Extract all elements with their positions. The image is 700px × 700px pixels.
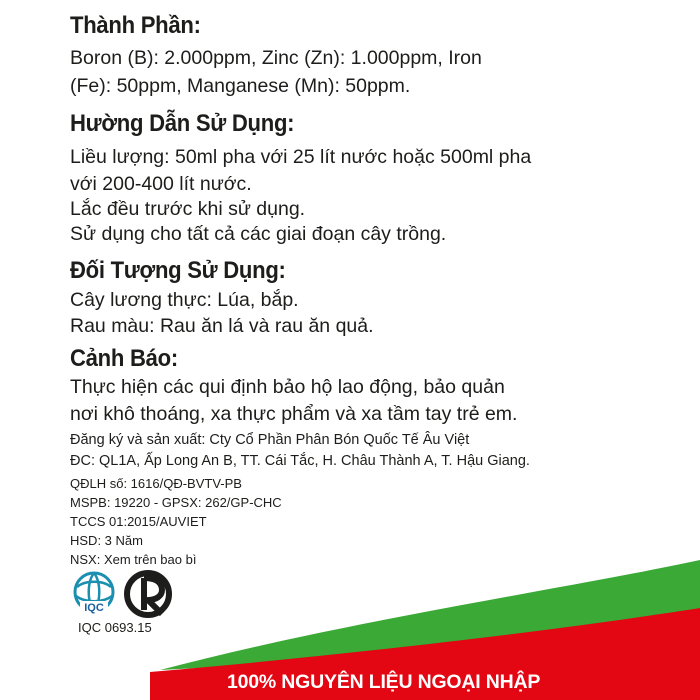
targets-line: Rau màu: Rau ăn lá và rau ăn quả. (70, 315, 374, 337)
footer-slogan: 100% NGUYÊN LIỆU NGOẠI NHẬP (227, 671, 541, 693)
usage-line: với 200-400 lít nước. (70, 173, 252, 195)
cr-mark-icon (127, 573, 169, 615)
usage-line: Sử dụng cho tất cả các giai đoạn cây trồng. (70, 223, 447, 245)
ingredients-line: (Fe): 50ppm, Manganese (Mn): 50ppm. (70, 75, 411, 97)
usage-heading: Hường Dẫn Sử Dụng: (70, 110, 295, 137)
certification-code: IQC 0693.15 (78, 620, 152, 635)
warning-heading: Cảnh Báo: (70, 345, 178, 372)
warning-line: Thực hiện các qui định bảo hộ lao động, bảo quản (70, 376, 505, 398)
targets-heading: Đối Tượng Sử Dụng: (70, 257, 286, 284)
ingredients-line: Boron (B): 2.000ppm, Zinc (Zn): 1.000ppm, Iron (70, 47, 482, 69)
regulatory-line: NSX: Xem trên bao bì (70, 552, 197, 567)
regulatory-line: MSPB: 19220 - GPSX: 262/GP-CHC (70, 495, 282, 510)
usage-line: Lắc đều trước khi sử dụng. (70, 198, 306, 220)
regulatory-line: TCCS 01:2015/AUVIET (70, 514, 207, 529)
ingredients-heading: Thành Phần: (70, 12, 201, 39)
manufacturer-registration: Đăng ký và sản xuất: Cty Cổ Phần Phân Bón Quốc Tế Âu Việt (70, 432, 470, 448)
regulatory-line: QĐLH số: 1616/QĐ-BVTV-PB (70, 476, 242, 491)
manufacturer-address: ĐC: QL1A, Ấp Long An B, TT. Cái Tắc, H. Châu Thành A, T. Hậu Giang. (70, 453, 530, 469)
usage-line: Liều lượng: 50ml pha với 25 lít nước hoặc 500ml pha (70, 146, 532, 168)
certification-logos (70, 568, 190, 622)
targets-line: Cây lương thực: Lúa, bắp. (70, 289, 299, 311)
regulatory-line: HSD: 3 Năm (70, 533, 143, 548)
iqc-globe-icon (75, 573, 113, 614)
warning-line: nơi khô thoáng, xa thực phẩm và xa tầm tay trẻ em. (70, 403, 518, 425)
iqc-logo-text: IQC (84, 602, 104, 614)
